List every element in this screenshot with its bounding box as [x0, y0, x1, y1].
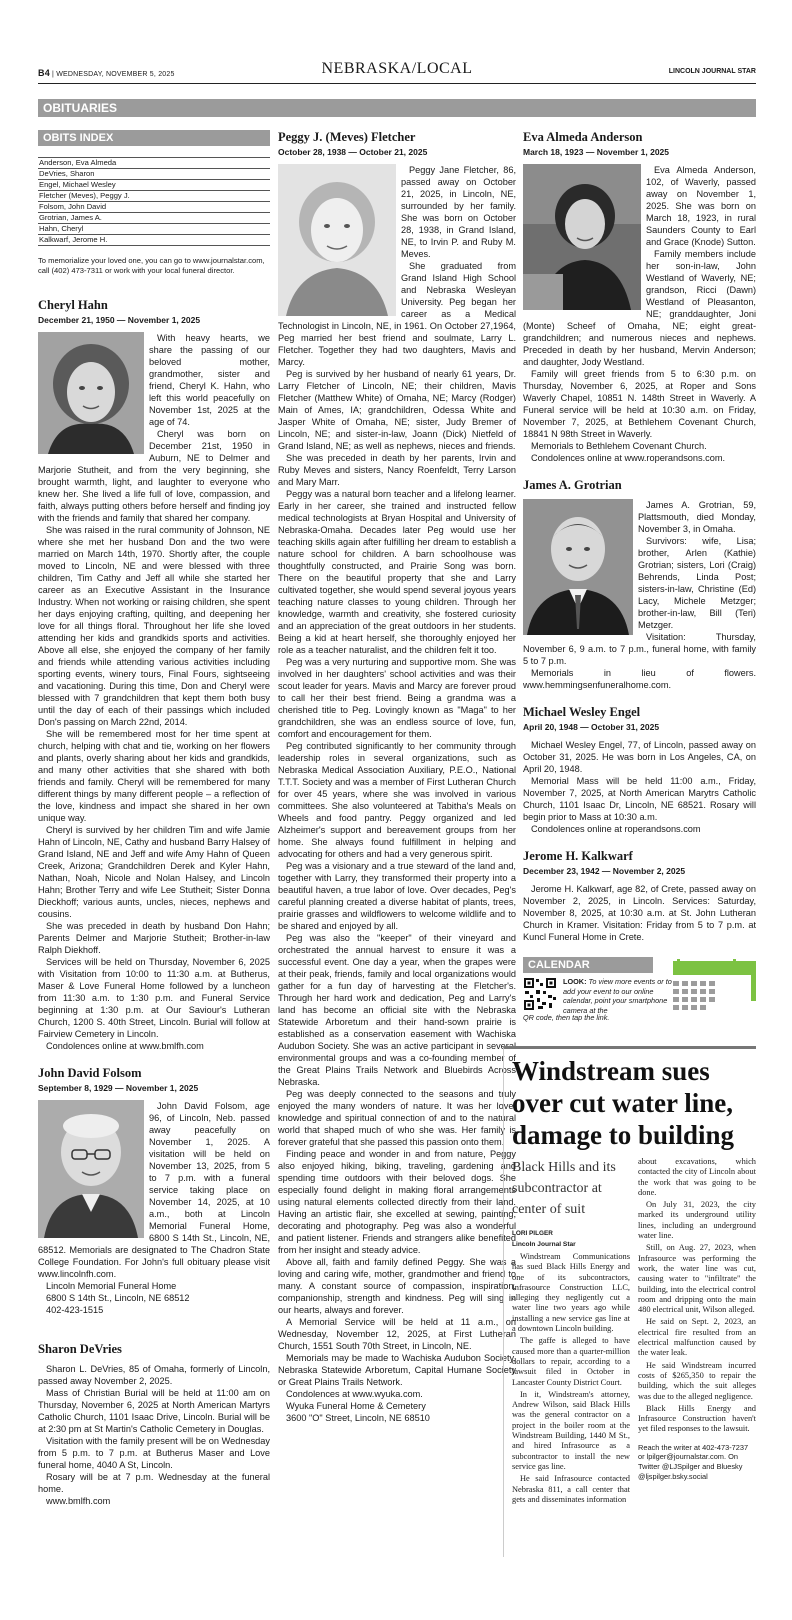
portrait-photo-grotrian — [523, 499, 633, 635]
calendar-title: CALENDAR — [523, 957, 653, 973]
obit-paragraph: Michael Wesley Engel, 77, of Lincoln, passed away on October 31, 2025. He was born in Los Angeles, CA, on April 20, 1948. — [523, 740, 756, 774]
obit-paragraph: 402-423-1515 — [46, 1305, 104, 1315]
obit-paragraph: John David Folsom, age 96, of Lincoln, Neb. passed away peacefully on November 1, 2025. A visitation will be held on November 13, 2025, from 5 to 7 p.m. with a funeral service taking place on November 14, 2025, at 10 a.m., both at Lincoln Memorial Funeral Home, 6800 S 14th St., Lincoln, NE, 68512. Memorials are designated to The Chadron State College Foundation. For John's full obituary please visit www.lincolnfh.com. — [38, 1101, 270, 1279]
story-outlet: Lincoln Journal Star — [512, 1241, 576, 1248]
obit-paragraph: 6800 S 14th St., Lincoln, NE 68512 — [46, 1293, 190, 1303]
story-paragraph: He said on Sept. 2, 2023, an electrical fire resulted from an electrical malfunction caused by the water leak. — [638, 1317, 756, 1358]
obit-paragraph: Sharon L. DeVries, 85 of Omaha, formerly of Lincoln, passed away November 2, 2025. — [38, 1364, 270, 1386]
obit-paragraph: She will be remembered most for her time spent at church, helping with chat and tie, working on her flowers and plants, overly sharing about her kids and grandkids, and many other activities that she shared with both friends and family. Cheryl will be remembered for many different things by many different people – a reflection of the love, kindness and impact she shared in her own unique way. — [38, 729, 270, 823]
obit-paragraph: Condolences online at roperandsons.com — [531, 824, 701, 834]
story-paragraph: On July 31, 2023, the city marked its underground utility lines, including an underground water line. — [638, 1200, 756, 1241]
obit-paragraph: Peg is survived by her husband of nearly 61 years, Dr. Larry Fletcher of Lincoln, NE; their children, Mavis Fletcher (Matthew White) of Omaha, NE; Marcy (Rodger) Main of Ames, IA; grandchildren, Odessa White and Jasper White of Omaha, NE; sister, Judy Bremer of Lincoln, NE; and sister-in-law, Joann (Dick) Nietfeld of Grand Island, NE; as well as nephews, nieces and friends. — [278, 369, 516, 451]
obit-paragraph: Peg was deeply connected to the seasons and truly enjoyed the many wonders of nature. It was her love, knowledge and spiritual connection of and to the natural world that shaped much of who she was. Her family is forever grateful that she passed this passion onto them. — [278, 1089, 516, 1147]
calendar-instructions — [563, 977, 675, 1015]
obit-engel — [523, 705, 756, 835]
obit-paragraph: Rosary will be at 7 p.m. Wednesday at the funeral home. — [38, 1472, 270, 1494]
obit-paragraph: Peggy was a natural born teacher and a lifelong learner. Early in her career, she trained and instructed fellow medical technologists at Bryan Hospital and University of Nebraska-Omaha. Decades later Peg would use her teaching skills again after fulfilling her dream to establish a nature school for children. A barn schoolhouse was thoughtfully constructed, and Prairie Song was born. There on the beautiful property that she and Larry cultivated together, she would spend several joyous years teaching nature classes to young children. Through her knowledge, warmth and creativity, she fostered curiosity and an appreciation of the great outdoors in her students. Being a kid at heart herself, she thoroughly enjoyed her role as a teacher naturalist, and the children felt it too. — [278, 489, 516, 655]
story-paragraph: In it, Windstream's attorney, Andrew Wilson, said Black Hills was the general contractor on a project in the boiler room at the Windstream Building, 1440 M St., and hired Infrasource as a subcontractor to install the new service gas line. — [512, 1389, 630, 1471]
obit-anderson — [523, 130, 756, 464]
reach-the-writer: Reach the writer at 402-473-7237 or lpilger@journalstar.com. On Twitter @LJSpilger and Bluesky @ljspilger.bsky.social — [638, 1442, 749, 1481]
obit-paragraph: James A. Grotrian, 59, Plattsmouth, died Monday, November 3, in Omaha. — [638, 500, 756, 534]
index-entry[interactable]: Kalkwarf, Jerome H. — [38, 235, 270, 246]
obit-paragraph: Visitation: Thursday, November 6, 9 a.m. to 7 p.m., funeral home, with family 5 to 7 p.m. — [523, 632, 756, 666]
obits-index-list — [38, 157, 270, 246]
obit-paragraph: Visitation with the family present will be on Wednesday from 5 p.m. to 7 p.m. at Butherus Maser and Love funeral home, 4040 A St, Lincoln. — [38, 1436, 270, 1470]
obit-paragraph: Lincoln Memorial Funeral Home — [46, 1281, 177, 1291]
obit-paragraph: Peg was a very nurturing and supportive mom. She was involved in her daughters' school activities and was their scout leader for years. Mavis and Marcy are forever proud to call her their best friend. Being a grandma was a cherished title to Peg. Lovingly known as "Maga" to her grandchildren, she was an endless source of love, fun, comfort and encouragement for them. — [278, 657, 516, 739]
obit-paragraph: Family will greet friends from 5 to 6:30 p.m. on Thursday, November 6, 2025, at Roper and Sons Waverly Chapel, 10851 N. 148th Street in Waverly. A Funeral service will be held at 10:30 a.m. on Friday, November 7, 2025, at Bethlehem Covenant Church, 18841 N 98th Street in Waverly. — [523, 369, 756, 439]
obit-paragraph: With heavy hearts, we share the passing of our beloved mother, grandmother, sister and friend, Cheryl K. Hahn, who left this world peacefully on November 1st, 2025 at the age of 74. — [149, 333, 270, 427]
obit-dates: October 28, 1938 — October 21, 2025 — [278, 147, 428, 157]
obit-name: James A. Grotrian — [523, 478, 622, 492]
calendar-box — [523, 957, 756, 1055]
obit-paragraph: Peg was also the "keeper" of their vineyard and orchestrated the annual harvest to ensure it was a successful event. One day a year, when the grapes were at their peak, friends, family and local organizations would gather for a fun day of harvesting at the Fletcher's. Through her hard work and dedication, Peg and Larry's land has become an official site with the Nebraska Statewide Arboretum and their hand-sown prairie is established as a conservation easement with Wachiska Audubon Society. She was an active participant in several environmental groups and was a co-founding member of the Great Plains Trails Network and Bluebirds Across Nebraska. — [278, 933, 516, 1087]
news-story — [503, 1046, 756, 1557]
story-headline[interactable]: Windstream sues over cut water line, damage to building — [512, 1056, 735, 1150]
obit-paragraph: Family members include her son-in-law, John Westland of Waverly, NE; grandson, Ricci (Dawn) Westland of Pleasanton, NE; granddaughter, Joni (Monte) Scheef of Omaha, NE; eight great-grandchildren; and numerous nieces and nephews. Preceded in death by her husband, Mervin Anderson; and daughter, Jody Westland. — [523, 249, 756, 367]
obit-name: Michael Wesley Engel — [523, 705, 641, 719]
index-entry[interactable]: Grotrian, James A. — [38, 213, 270, 224]
obit-paragraph: Condolences online at www.bmlfh.com — [46, 1041, 204, 1051]
portrait-photo-hahn — [38, 332, 144, 454]
story-column-left — [512, 1157, 630, 1507]
obit-hahn — [38, 298, 270, 1052]
obit-kalkwarf — [523, 849, 756, 943]
page-number: B4 — [38, 68, 50, 78]
index-entry[interactable]: Anderson, Eva Almeda — [38, 157, 270, 169]
obit-paragraph: Memorials to Bethlehem Covenant Church. — [531, 441, 707, 451]
section-title: NEBRASKA/LOCAL — [321, 60, 473, 77]
obit-folsom — [38, 1066, 270, 1316]
story-paragraph: He said Infrasource contacted Nebraska 811, a call center that gets and disseminates information — [512, 1474, 630, 1504]
portrait-photo-folsom — [38, 1100, 144, 1238]
obit-paragraph: She was raised in the rural community of Johnson, NE where she met her husband Don and the two were married on March 14th, 1970. Shortly after, the couple moved to Lincoln, NE and were blessed with three children, Tim Cathy and Jeff all while she started her career as an Executive Assistant in the Insurance Industry. When not working or raising children, she spent her days enjoying crafting, quilting, and deepening her love for all things floral. Throughout her life she loved attending her kids and grandkids sports and activities. Above all else, she enjoyed the company of her family and friends while attending various activities including sporting events, winery tours, Final Fours, sightseeing and vacationing. During this time, Don and Cheryl were blessed with 7 grandchildren that kept them both busy until the day of each of their passings which included Don's passing on March 22nd, 2014. — [38, 525, 270, 727]
obit-paragraph: She was preceded in death by her parents, Irvin and Ruby Meves and sisters, Nancy Roenfeldt, Terry Larson and Mary Marr. — [278, 453, 516, 487]
obit-dates: December 21, 1950 — November 1, 2025 — [38, 315, 201, 325]
column-3 — [523, 130, 756, 1055]
obit-paragraph: Cheryl was born on December 21st, 1950 in Auburn, NE to Delmer and Marjorie Stutheit, and from the very beginning, she brought warmth, light, and laughter to everyone who knew her. She lived a life full of love, compassion, and faith, always putting others before herself and finding joy with the friends and family that shared her company. — [38, 429, 270, 523]
obituaries-banner: OBITUARIES — [38, 99, 756, 117]
story-paragraph: Windstream Communications has sued Black Hills Energy and one of its subcontractors, Infrasource Construction LLC, alleging they negligently cut a water line two years ago while installing a new service gas line at a downtown Lincoln building. — [512, 1252, 630, 1334]
obit-paragraph: A Memorial Service will be held at 11 a.m., on Wednesday, November 12, 2025, at First Lutheran Church, 1551 South 70th Street, in Lincoln, NE. — [278, 1317, 516, 1351]
story-paragraph: He said Windstream incurred costs of $265,350 to repair the building, which the suit alleges was due to the alleged negligence. — [638, 1360, 756, 1401]
obit-paragraph: Peggy Jane Fletcher, 86, passed away on October 21, 2025, in Lincoln, NE, surrounded by her family. She was born on October 28, 1938, in Grand Island, NE, to Irvin P. and Ruby M. Meves. — [401, 165, 516, 259]
story-paragraph: about excavations, which contacted the city of Lincoln about the work that was going to be done. — [638, 1157, 756, 1197]
story-paragraph: Black Hills Energy and Infrasource Construction haven't yet filed responses to the lawsuit. — [638, 1403, 756, 1434]
obit-devries — [38, 1342, 270, 1507]
index-entry[interactable]: Engel, Michael Wesley — [38, 180, 270, 191]
obit-paragraph: Condolences at www.wyuka.com. — [286, 1389, 423, 1399]
column-1 — [38, 130, 270, 1521]
look-label: LOOK: — [563, 977, 587, 986]
obit-dates: December 23, 1942 — November 2, 2025 — [523, 866, 686, 876]
obit-paragraph: Peg contributed significantly to her community through leadership roles in several organizations, such as Nebraska Medical Association Auxiliary, P.E.O., National T.T.T. Society and was a member of First Lutheran Church for over 45 years, where she was involved in various committees. She also volunteered at Tabitha's Meals on Wheels and food pantry. Peggy organized and led Alzheimer's support and bereavement groups from her home. She always found fulfillment in helping and advocating for others and had a very generous spirit. — [278, 741, 516, 859]
obit-name: John David Folsom — [38, 1066, 142, 1080]
obit-dates: March 18, 1923 — November 1, 2025 — [523, 147, 669, 157]
calendar-tail: QR code, then tap the link. — [523, 1013, 610, 1022]
index-entry[interactable]: Folsom, John David — [38, 202, 270, 213]
page-folio: B4 | WEDNESDAY, NOVEMBER 5, 2025 — [38, 68, 175, 78]
story-paragraph: Still, on Aug. 27, 2023, when Infrasource was performing the work, the water line was cut, causing water to "infiltrate" the building, into the electrical control room and dripping onto the main 480 electrical unit, Wilson alleged. — [638, 1243, 756, 1315]
obit-dates: April 20, 1948 — October 31, 2025 — [523, 722, 660, 732]
obit-paragraph: Cheryl is survived by her children Tim and wife Jamie Hahn of Lincoln, NE, Cathy and husband Barry Halsey of Grand Island, NE and Jeff and wife Amy Hahn of Queen Creek, Arizona; Grandchildren Derek and Kyler Hahn, Nathan, Noah, Nicole and Nolan Halsey, and Lincoln Hahn; Brother Terry and wife Lee Stutheit; Sister Donna Dieckhoff; various aunts, uncles, nieces, nephews and cousins. — [38, 825, 270, 919]
story-deck: Black Hills and its subcontractor at center of suit — [512, 1160, 616, 1217]
portrait-photo-fletcher — [278, 164, 396, 316]
obit-paragraph: Peg was a visionary and a true steward of the land and, together with Larry, they transformed their property into a beautiful haven, a true labor of love. Over decades, Peg's careful planning created a diverse habitat of plants, trees, prairie grasses and wildflowers to welcome wildlife and to be shared and enjoyed by all. — [278, 861, 516, 931]
obit-dates: September 8, 1929 — November 1, 2025 — [38, 1083, 199, 1093]
obit-paragraph: Memorial Mass will be held 11:00 a.m., Friday, November 7, 2025, at North American Marytrs Catholic Church, 1101 Isaac Dr, Lincoln, NE 68521. Rosary will begin prior to Mass at 10:30 a.m. — [523, 776, 756, 822]
obit-paragraph: Mass of Christian Burial will be held at 11:00 am on Thursday, November 6, 2025 at North American Martyrs Catholic Church, 1101 Isaac Drive, Lincoln. Burial will be at 2:30 pm at St Martin's Catholic Cemetery in Douglas. — [38, 1388, 270, 1434]
obit-paragraph: Finding peace and wonder in and from nature, Peggy also enjoyed hiking, biking, traveling, gardening and spending time outdoors with their beloved dogs. She especially found delight in making floral arrangements using natural elements collected directly from their land. Having an artistic flair, she excelled at sewing, painting, decorating and photography. Peg was also a wonderful and patient listener. Friends and strangers alike benefited from her insight and steady advice. — [278, 1149, 516, 1255]
obits-index-title: OBITS INDEX — [38, 130, 270, 146]
obit-paragraph: Survivors: wife, Lisa; brother, Arlen (Kathie) Grotrian; sisters, Lori (Craig) Behrends, Linda Post; sisters-in-law, Christine (Ed) Lacy, Michele Metzger; brother-in-law, Bill (Teri) Metzger. — [638, 536, 756, 630]
calendar-text: To view more events or to add your event to our online calendar, point your smartphone camera at the — [563, 977, 672, 1015]
story-paragraph: The gaffe is alleged to have caused more than a quarter-million dollars to repair, according to a lawsuit filed in October in Lancaster County District Court. — [512, 1336, 630, 1387]
obit-paragraph: Services will be held on Thursday, November 6, 2025 with Visitation from 10:00 to 11:30 a.m. at Butherus, Maser & Love Funeral Home followed by a luncheon from 11:30 a.m. to 1:30 p.m. and Funeral Service beginning at 1:30 p.m. at Our Saviour's Lutheran Church, 1200 S. 40th Street, Lincoln. Burial will follow at Fairview Cemetery in Lincoln. — [38, 957, 270, 1039]
obit-paragraph: Jerome H. Kalkwarf, age 82, of Crete, passed away on November 2, 2025, in Lincoln. Services: Saturday, November 8, 2025, at 10:30 a.m. at St. John Lutheran Church in Kramer. Visitation: Friday from 5 to 7 p.m. at Kuncl Funeral Home in Crete. — [523, 884, 756, 942]
obit-name: Sharon DeVries — [38, 1342, 122, 1356]
obit-paragraph[interactable]: www.bmlfh.com — [46, 1496, 111, 1506]
obit-paragraph: Memorials in lieu of flowers. www.hemmingsenfuneralhome.com. — [523, 668, 756, 690]
obit-paragraph: She was preceded in death by husband Don Hahn; Parents Delmer and Marjorie Stutheit; Brother-in-law Ralph Diekhoff. — [38, 921, 270, 955]
story-author: LORI PILGER — [512, 1230, 553, 1237]
calendar-icon — [663, 959, 756, 1019]
index-entry[interactable]: Hahn, Cheryl — [38, 224, 270, 235]
obit-paragraph: Condolences online at www.roperandsons.com. — [531, 453, 726, 463]
obit-paragraph: Above all, faith and family defined Peggy. She was a loving and caring wife, mother, grandmother and friend to many. A constant source of compassion, inspiration, companionship, strength and kindness. Peg will sing in our hearts, always and forever. — [278, 1257, 516, 1315]
obit-name: Jerome H. Kalkwarf — [523, 849, 633, 863]
obit-paragraph: She graduated from Grand Island High School and Nebraska Wesleyan University. Peg began her career as a Medical Technologist in Lincoln, NE, in 1961. On October 27,1964, Peg married her best friend and soulmate, Larry L. Fletcher. Together they had two daughters, Mavis and Marcy. — [278, 261, 516, 367]
story-column-right — [638, 1157, 756, 1481]
paper-name: LINCOLN JOURNAL STAR — [668, 68, 756, 75]
obit-name: Peggy J. (Meves) Fletcher — [278, 130, 416, 144]
column-2 — [278, 130, 516, 1438]
memorialize-note: To memorialize your loved one, you can go to www.journalstar.com, call (402) 473-7311 or work with your local funeral director. — [38, 256, 265, 275]
qr-code-icon[interactable] — [523, 977, 557, 1011]
issue-date: WEDNESDAY, NOVEMBER 5, 2025 — [56, 71, 175, 78]
obit-fletcher — [278, 130, 516, 1424]
obit-paragraph: Wyuka Funeral Home & Cemetery — [286, 1401, 426, 1411]
obit-paragraph: 3600 "O" Street, Lincoln, NE 68510 — [286, 1413, 430, 1423]
obit-paragraph: Eva Almeda Anderson, 102, of Waverly, passed away on November 1, 2025. She was born on March 18, 1923, in rural Saunders County to Earl and Grace (Knode) Sutton. — [646, 165, 756, 247]
page-header — [38, 60, 756, 84]
index-entry[interactable]: DeVries, Sharon — [38, 169, 270, 180]
portrait-photo-anderson — [523, 164, 641, 310]
obit-name: Eva Almeda Anderson — [523, 130, 643, 144]
obit-paragraph: Memorials may be made to Wachiska Audubon Society, Nebraska Statewide Arboretum, Capital Humane Society or Great Plains Trails Network. — [278, 1353, 516, 1387]
obit-name: Cheryl Hahn — [38, 298, 108, 312]
index-entry[interactable]: Fletcher (Meves), Peggy J. — [38, 191, 270, 202]
obit-grotrian — [523, 478, 756, 691]
